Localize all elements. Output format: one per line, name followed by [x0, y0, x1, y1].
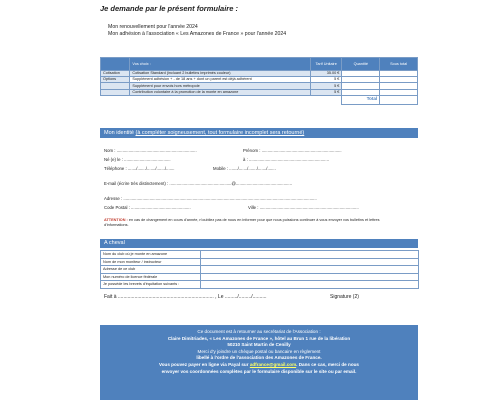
- fait-field[interactable]: Fait à ..................................................................... , Le ........./........./..........: [104, 294, 267, 300]
- table-row: Nom du club où je monte en amazone: [101, 251, 419, 259]
- attention-note: ATTENTION : en cas de changement en cours d'année, n'oubliez pas de nous en informer pour que nous puissions continuer à vous envoyer vos bulletins et lettres d'informations.: [104, 218, 380, 227]
- licence-input[interactable]: [201, 273, 419, 281]
- total-row: [101, 95, 418, 104]
- table-row: Adresse de ce club: [101, 266, 419, 274]
- signature-label[interactable]: Signature (2): [330, 294, 359, 300]
- identity-heading: Mon identité (à compléter soigneusement, tout formulaire incomplet sera retourné): [100, 128, 418, 138]
- cheval-table: [100, 250, 419, 289]
- email-field[interactable]: E-mail (écrire très distinctement) : ....................................................@...............................................: [104, 181, 292, 186]
- adresse-field[interactable]: Adresse : ..................................................................................................................................................................: [104, 196, 317, 201]
- table-row: Je possède les brevets d'équitation suivants :: [101, 281, 419, 289]
- header-choices: Vos choix :: [130, 58, 311, 71]
- club-input[interactable]: [201, 251, 419, 259]
- club-address-input[interactable]: [201, 266, 419, 274]
- birthplace-field[interactable]: à : ...................................................................: [243, 157, 329, 162]
- email-link[interactable]: adfrance@gmail.com: [249, 361, 297, 367]
- table-row: Contribution volontaire à la promotion de la monte en amazone 5 €: [101, 89, 418, 95]
- code-postal-field[interactable]: Code Postal : ..................................................: [104, 205, 191, 210]
- fees-table: [100, 57, 418, 105]
- cheval-heading: A cheval: [100, 239, 418, 248]
- membership-option[interactable]: Mon adhésion à l'association « Les Amazones de France » pour l'année 2024: [108, 31, 287, 37]
- table-row: Cotisation Cotisation Standard (incluant 2 bulletins imprimés couleur) 35.00 €: [101, 71, 418, 77]
- prenom-field[interactable]: Prénom : ...................................................................: [243, 148, 342, 153]
- ville-field[interactable]: Ville : ...................................................................................: [248, 205, 359, 210]
- nom-field[interactable]: Nom : ...................................................................: [104, 148, 197, 153]
- table-row: Supplément pour envois hors métropole 5 €: [101, 83, 418, 89]
- table-row: Options Supplément adhésion + - de 18 ans + dont un parent est déjà adhérent 5 €: [101, 77, 418, 83]
- header-qty: Quantité: [342, 58, 380, 71]
- table-row: Nom de mon moniteur / instructeur: [101, 258, 419, 266]
- moniteur-input[interactable]: [201, 258, 419, 266]
- renewal-option[interactable]: Mon renouvellement pour l'année 2024: [108, 24, 198, 30]
- header-subtotal: Sous total: [380, 58, 418, 71]
- total-label: Total: [342, 95, 380, 104]
- return-instructions: Ce document est à retourner au secrétariat de l'Association : Claire Dimitriades, « Les Amazones de France », hôtel au Brun 1 rue de la libération 50210 Saint Martin de Cenilly Merci d'y joindre un chèque postal ou bancaire en règlement libellé à l'ordre de l'association des Amazones de France. Vous pouvez payer en ligne via Payal sur adfrance@gmail.com. Dans ce cas, merci de nous envoyer vos coordonnées complètes par le formulaire disponible sur le site ou par email.: [100, 325, 418, 400]
- brevets-input[interactable]: [201, 281, 419, 289]
- renewal-options: [108, 24, 286, 38]
- birthdate-field[interactable]: Né (e) le : .......................................: [104, 157, 171, 162]
- mobile-field[interactable]: Mobile : ......./......./......./......./.......: [213, 166, 276, 171]
- header-price: Tarif Unitaire: [310, 58, 341, 71]
- total-cell[interactable]: [380, 95, 418, 104]
- form-title: Je demande par le présent formulaire :: [100, 4, 238, 13]
- table-row: Mon numéro de licence fédérale: [101, 273, 419, 281]
- telephone-field[interactable]: Téléphone : ......./......./......./......./.......: [104, 166, 175, 171]
